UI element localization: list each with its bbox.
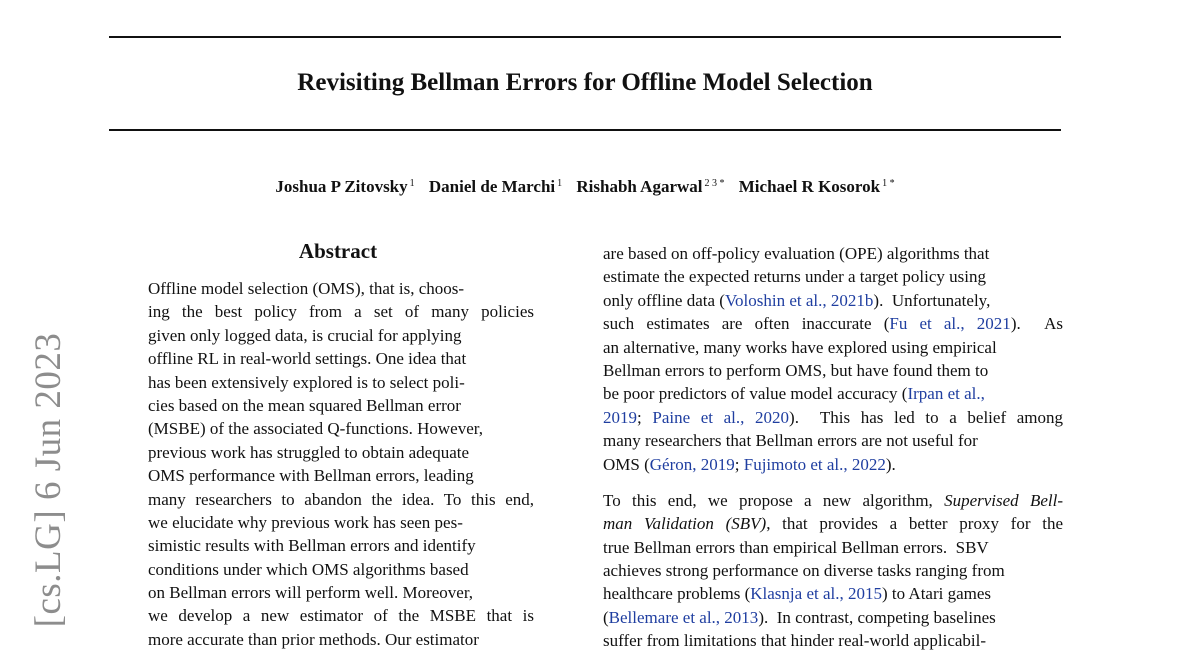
arxiv-stamp: [cs.LG] 6 Jun 2023 <box>28 332 69 628</box>
body-line: (Bellemare et al., 2013). In contrast, competing baselines <box>603 607 996 627</box>
citation-link[interactable]: Voloshin et al., 2021b <box>724 290 874 310</box>
citation-link[interactable]: Fu et al., 2021 <box>889 314 1011 334</box>
abstract-line: simistic results with Bellman errors and identify <box>148 536 476 556</box>
abstract-line: given only logged data, is crucial for applying <box>148 325 462 345</box>
citation-link[interactable]: Irpan et al., <box>907 384 985 404</box>
abstract-line: more accurate than prior methods. Our estimator <box>148 629 479 649</box>
body-line: true Bellman errors than empirical Bellman errors. SBV <box>603 537 989 557</box>
citation-link[interactable]: 2019 <box>603 407 637 427</box>
citation-link[interactable]: Bellemare et al., 2013 <box>608 607 759 627</box>
body-line: many researchers that Bellman errors are not useful for <box>603 431 978 451</box>
author-2: Daniel de Marchi $^1$ <box>428 177 563 196</box>
body-line: only offline data (Voloshin et al., 2021b). Unfortunately, <box>603 290 991 310</box>
abstract-line: Offline model selection (OMS), that is, choos- <box>148 279 465 298</box>
abstract-line: many researchers to abandon the idea. To this end, <box>148 489 534 509</box>
paragraph-gap <box>603 476 1063 489</box>
body-line: are based on off-policy evaluation (OPE) algorithms that <box>603 244 990 263</box>
abstract-line: we develop a new estimator of the MSBE that is <box>148 606 534 626</box>
abstract-line: previous work has struggled to obtain adequate <box>148 442 470 462</box>
body-line: suffer from limitations that hinder real-world applicabil- <box>603 631 987 651</box>
citation-link[interactable]: Fujimoto et al., 2022 <box>743 454 886 474</box>
author-4: Michael R Kosorok $^{1 *}$ <box>738 177 895 196</box>
abstract-line: we elucidate why previous work has seen pes- <box>148 512 463 532</box>
body-line: To this end, we propose a new algorithm, Supervised Bell- <box>603 490 1063 510</box>
body-line: an alternative, many works have explored using empirical <box>603 337 997 357</box>
body-line: such estimates are often inaccurate (Fu et al., 2021). As <box>603 314 1063 334</box>
body-line: man Validation (SBV), that provides a better proxy for the <box>603 514 1063 534</box>
abstract-line: offline RL in real-world settings. One idea that <box>148 349 467 369</box>
body-line: OMS (Géron, 2019; Fujimoto et al., 2022). <box>603 454 896 474</box>
body-line: be poor predictors of value model accuracy (Irpan et al., <box>603 384 985 404</box>
author-1: Joshua P Zitovsky $^1$ <box>275 177 415 196</box>
abstract-body <box>148 277 534 651</box>
body-line: healthcare problems (Klasnja et al., 2015) to Atari games <box>603 584 992 604</box>
abstract-line: OMS performance with Bellman errors, leading <box>148 466 474 486</box>
citation-link[interactable]: Klasnja et al., 2015 <box>750 584 882 604</box>
abstract-line: on Bellman errors will perform well. Moreover, <box>148 583 474 603</box>
body-line: 2019; Paine et al., 2020). This has led to a belief among <box>603 407 1063 427</box>
abstract-heading: Abstract <box>298 239 378 263</box>
body-line: estimate the expected returns under a target policy using <box>603 267 986 287</box>
abstract-line: ing the best policy from a set of many policies <box>148 302 534 322</box>
author-3: Rishabh Agarwal $^{2 3 *}$ <box>576 177 725 196</box>
title-rule-top <box>109 36 1061 38</box>
body-line: Bellman errors to perform OMS, but have found them to <box>603 360 989 380</box>
title-rule-bottom <box>109 129 1061 131</box>
body-line: achieves strong performance on diverse tasks ranging from <box>603 561 1005 581</box>
intro-body <box>603 242 1063 653</box>
abstract-line: conditions under which OMS algorithms based <box>148 559 469 579</box>
citation-link[interactable]: Géron, 2019 <box>649 454 735 474</box>
citation-link[interactable]: Paine et al., 2020 <box>652 407 790 427</box>
paper-title: Revisiting Bellman Errors for Offline Model Selection <box>297 69 873 96</box>
abstract-line: has been extensively explored is to select poli- <box>148 372 465 392</box>
abstract-line: cies based on the mean squared Bellman error <box>148 395 461 415</box>
author-list <box>109 173 1061 198</box>
abstract-line: (MSBE) of the associated Q-functions. However, <box>148 419 483 439</box>
